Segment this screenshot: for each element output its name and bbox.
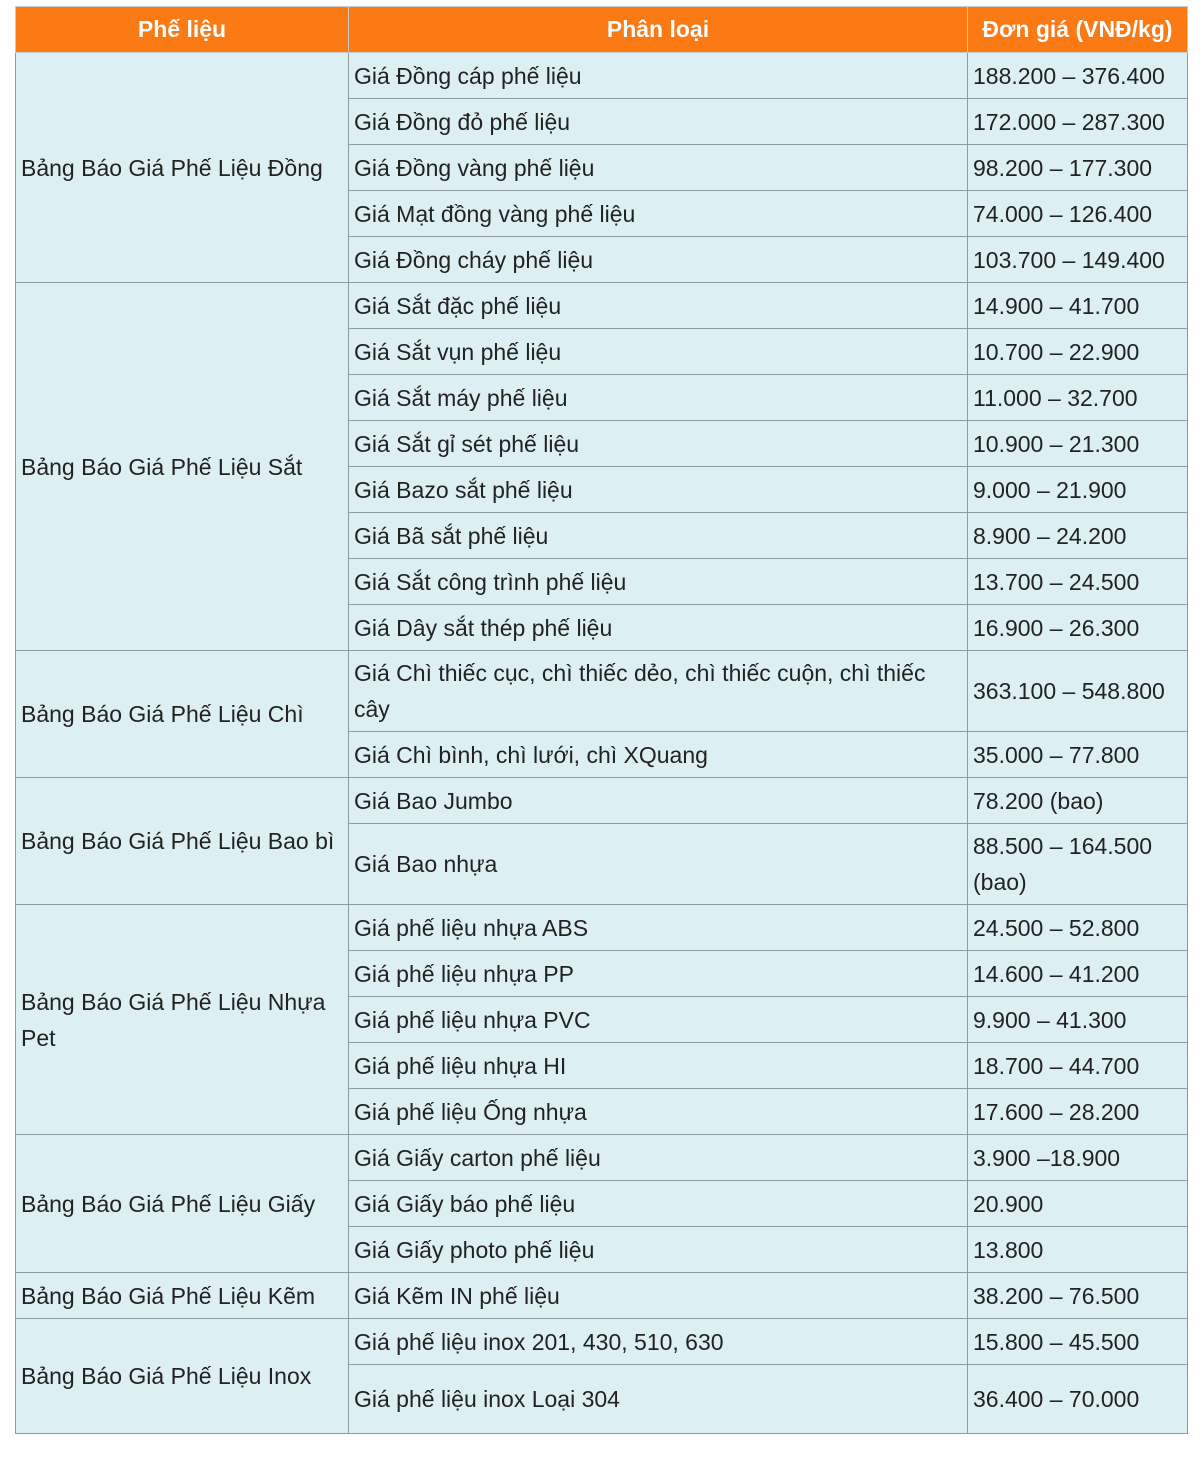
table-row (16, 53, 1188, 99)
item-label: Giá Bao nhựa (349, 824, 968, 905)
item-label: Giá Đồng vàng phế liệu (349, 145, 968, 191)
item-label: Giá Chì bình, chì lưới, chì XQuang (349, 732, 968, 778)
item-label: Giá Giấy báo phế liệu (349, 1181, 968, 1227)
table-row (16, 1273, 1188, 1319)
item-price: 74.000 – 126.400 (968, 191, 1188, 237)
item-price: 98.200 – 177.300 (968, 145, 1188, 191)
group-name-dong: Bảng Báo Giá Phế Liệu Đồng (16, 53, 349, 283)
header-unit-price: Đơn giá (VNĐ/kg) (968, 7, 1188, 53)
item-label: Giá Bã sắt phế liệu (349, 513, 968, 559)
table-row (16, 905, 1188, 951)
item-label: Giá Giấy photo phế liệu (349, 1227, 968, 1273)
item-price: 24.500 – 52.800 (968, 905, 1188, 951)
item-label: Giá phế liệu Ống nhựa (349, 1089, 968, 1135)
item-price: 36.400 – 70.000 (968, 1365, 1188, 1434)
item-label: Giá Sắt gỉ sét phế liệu (349, 421, 968, 467)
item-label: Giá phế liệu nhựa HI (349, 1043, 968, 1089)
item-price: 11.000 – 32.700 (968, 375, 1188, 421)
item-label: Giá Bazo sắt phế liệu (349, 467, 968, 513)
item-label: Giá Đồng cáp phế liệu (349, 53, 968, 99)
table-row (16, 1319, 1188, 1365)
item-label: Giá Đồng cháy phế liệu (349, 237, 968, 283)
item-price: 172.000 – 287.300 (968, 99, 1188, 145)
item-price: 15.800 – 45.500 (968, 1319, 1188, 1365)
item-price: 88.500 – 164.500 (bao) (968, 824, 1188, 905)
item-price: 78.200 (bao) (968, 778, 1188, 824)
header-material: Phế liệu (16, 7, 349, 53)
item-label: Giá Mạt đồng vàng phế liệu (349, 191, 968, 237)
item-price: 38.200 – 76.500 (968, 1273, 1188, 1319)
item-price: 35.000 – 77.800 (968, 732, 1188, 778)
group-name-inox: Bảng Báo Giá Phế Liệu Inox (16, 1319, 349, 1434)
item-label: Giá phế liệu nhựa PP (349, 951, 968, 997)
header-category: Phân loại (349, 7, 968, 53)
table-row (16, 1135, 1188, 1181)
table-row (16, 778, 1188, 824)
item-label: Giá Bao Jumbo (349, 778, 968, 824)
item-label: Giá Sắt vụn phế liệu (349, 329, 968, 375)
item-price: 9.000 – 21.900 (968, 467, 1188, 513)
item-price: 13.800 (968, 1227, 1188, 1273)
item-label: Giá Đồng đỏ phế liệu (349, 99, 968, 145)
item-price: 188.200 – 376.400 (968, 53, 1188, 99)
item-price: 18.700 – 44.700 (968, 1043, 1188, 1089)
item-price: 103.700 – 149.400 (968, 237, 1188, 283)
item-label: Giá phế liệu nhựa PVC (349, 997, 968, 1043)
item-price: 10.700 – 22.900 (968, 329, 1188, 375)
item-label: Giá Giấy carton phế liệu (349, 1135, 968, 1181)
item-label: Giá Dây sắt thép phế liệu (349, 605, 968, 651)
item-label: Giá phế liệu nhựa ABS (349, 905, 968, 951)
table-header-row (16, 7, 1188, 53)
item-price: 9.900 – 41.300 (968, 997, 1188, 1043)
group-name-nhua-pet: Bảng Báo Giá Phế Liệu Nhựa Pet (16, 905, 349, 1135)
table-row (16, 651, 1188, 732)
item-label: Giá Sắt công trình phế liệu (349, 559, 968, 605)
item-price: 17.600 – 28.200 (968, 1089, 1188, 1135)
item-price: 13.700 – 24.500 (968, 559, 1188, 605)
item-label: Giá phế liệu inox Loại 304 (349, 1365, 968, 1434)
item-label: Giá Sắt máy phế liệu (349, 375, 968, 421)
item-label: Giá Chì thiếc cục, chì thiếc dẻo, chì thiếc cuộn, chì thiếc cây (349, 651, 968, 732)
item-price: 363.100 – 548.800 (968, 651, 1188, 732)
group-name-bao-bi: Bảng Báo Giá Phế Liệu Bao bì (16, 778, 349, 905)
item-price: 16.900 – 26.300 (968, 605, 1188, 651)
item-price: 14.600 – 41.200 (968, 951, 1188, 997)
group-name-sat: Bảng Báo Giá Phế Liệu Sắt (16, 283, 349, 651)
item-label: Giá phế liệu inox 201, 430, 510, 630 (349, 1319, 968, 1365)
table-row (16, 283, 1188, 329)
group-name-kem: Bảng Báo Giá Phế Liệu Kẽm (16, 1273, 349, 1319)
item-price: 14.900 – 41.700 (968, 283, 1188, 329)
item-price: 10.900 – 21.300 (968, 421, 1188, 467)
item-label: Giá Kẽm IN phế liệu (349, 1273, 968, 1319)
group-name-chi: Bảng Báo Giá Phế Liệu Chì (16, 651, 349, 778)
scrap-price-table (15, 6, 1188, 1434)
item-price: 20.900 (968, 1181, 1188, 1227)
item-price: 3.900 –18.900 (968, 1135, 1188, 1181)
group-name-giay: Bảng Báo Giá Phế Liệu Giấy (16, 1135, 349, 1273)
item-price: 8.900 – 24.200 (968, 513, 1188, 559)
item-label: Giá Sắt đặc phế liệu (349, 283, 968, 329)
